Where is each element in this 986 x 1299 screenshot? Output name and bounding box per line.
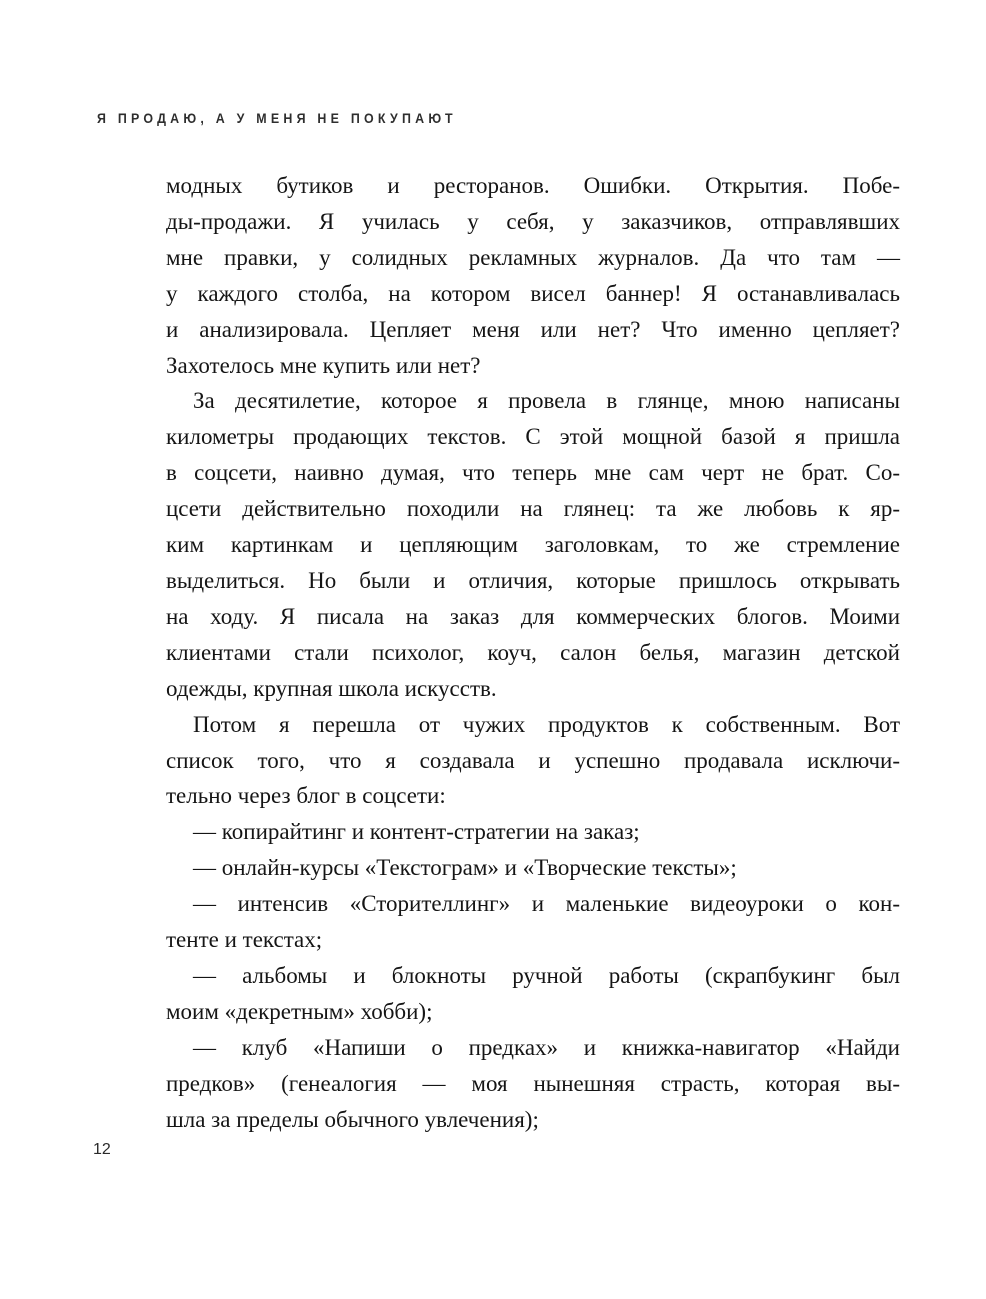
text-line: моим «декретным» хобби); xyxy=(166,998,433,1024)
text-line: Потом я перешла от чужих продуктов к собственным. Вот xyxy=(193,711,900,737)
text-line: километры продающих текстов. С этой мощной базой я пришла xyxy=(166,424,900,450)
paragraph xyxy=(166,886,900,958)
text-line: За десятилетие, которое я провела в глянце, мною написаны xyxy=(193,388,900,414)
text-line: выделиться. Но были и отличия, которые пришлось открывать xyxy=(166,567,900,593)
text-line: у каждого столба, на котором висел баннер! Я останавливалась xyxy=(166,280,900,306)
text-line: одежды, крупная школа искусств. xyxy=(166,675,497,701)
text-line: и анализировала. Цепляет меня или нет? Что именно цепляет? xyxy=(166,316,900,342)
paragraph xyxy=(166,383,900,706)
text-line: — альбомы и блокноты ручной работы (скрапбукинг был xyxy=(193,962,900,988)
text-line: шла за пределы обычного увлечения); xyxy=(166,1106,539,1132)
text-line: тенте и текстах; xyxy=(166,927,323,953)
text-line: список того, что я создавала и успешно продавала исключи- xyxy=(166,747,900,773)
text-line: — копирайтинг и контент-стратегии на заказ; xyxy=(193,819,640,845)
text-line: цсети действительно походили на глянец: та же любовь к яр- xyxy=(166,496,900,522)
text-line: клиентами стали психолог, коуч, салон белья, магазин детской xyxy=(166,639,900,665)
paragraph xyxy=(166,168,900,383)
text-line: — интенсив «Сторителлинг» и маленькие видеоуроки о кон- xyxy=(193,891,900,917)
text-line: ды-продажи. Я училась у себя, у заказчиков, отправлявших xyxy=(166,208,900,234)
text-line: модных бутиков и ресторанов. Ошибки. Открытия. Побе- xyxy=(166,173,900,198)
paragraph xyxy=(166,707,900,815)
text-line: на ходу. Я писала на заказ для коммерческих блогов. Моими xyxy=(166,603,900,629)
text-line: мне правки, у солидных рекламных журналов. Да что там — xyxy=(166,244,900,270)
text-line: Захотелось мне купить или нет? xyxy=(166,352,481,378)
paragraph xyxy=(166,814,900,850)
paragraph xyxy=(166,850,900,886)
paragraph xyxy=(166,1030,900,1138)
running-header: Я ПРОДАЮ, А У МЕНЯ НЕ ПОКУПАЮТ xyxy=(97,111,457,126)
page-number: 12 xyxy=(93,1141,111,1158)
text-line: в соцсети, наивно думая, что теперь мне сам черт не брат. Со- xyxy=(166,460,900,486)
text-line: тельно через блог в соцсети: xyxy=(166,783,446,809)
text-block xyxy=(166,168,900,1137)
text-line: — клуб «Напиши о предках» и книжка-навигатор «Найди xyxy=(193,1034,900,1060)
text-line: предков» (генеалогия — моя нынешняя страсть, которая вы- xyxy=(166,1070,900,1096)
text-line: — онлайн-курсы «Текстограм» и «Творческие тексты»; xyxy=(193,855,737,881)
paragraph xyxy=(166,958,900,1030)
text-line: ким картинкам и цепляющим заголовкам, то же стремление xyxy=(166,532,900,558)
